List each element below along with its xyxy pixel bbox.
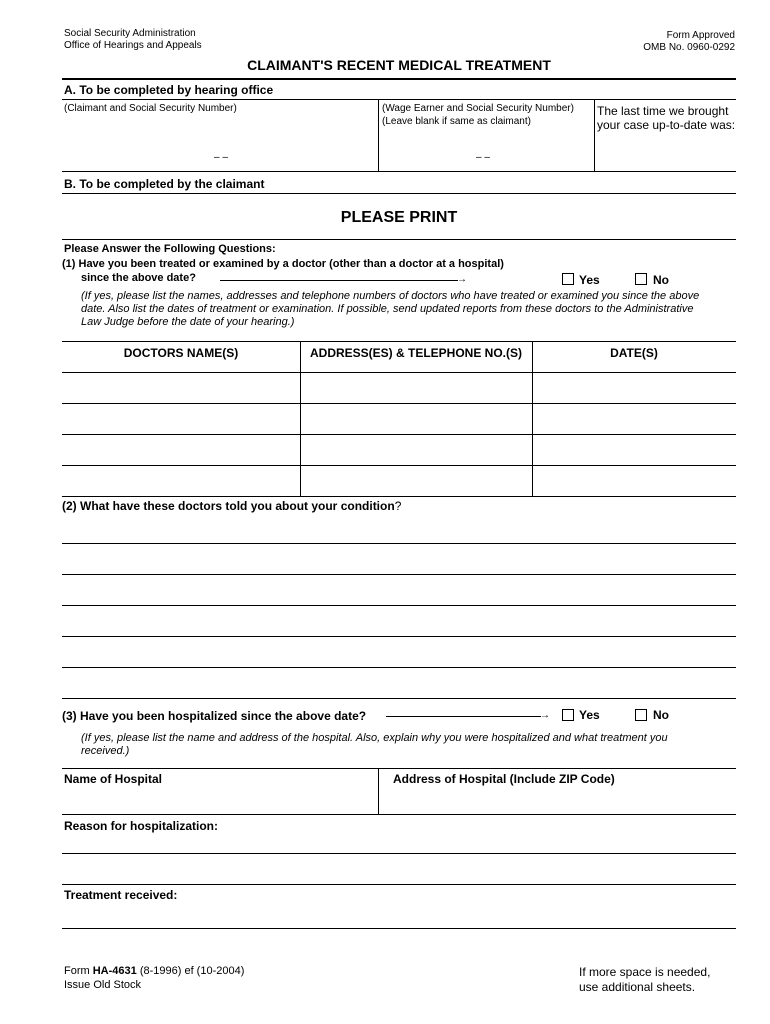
- table-row[interactable]: [62, 372, 736, 373]
- col-dates: DATE(S): [610, 346, 658, 360]
- q2-answer-line[interactable]: [62, 605, 736, 606]
- form-approved: Form Approved: [666, 30, 735, 41]
- more-space-note: If more space is needed,: [579, 965, 711, 979]
- reason-answer-line[interactable]: [62, 853, 736, 854]
- q3-no-label: No: [653, 708, 669, 722]
- section-b-rule: [62, 193, 736, 194]
- question-3: (3) Have you been hospitalized since the above date?: [62, 709, 367, 723]
- q1-note-line-1: (If yes, please list the names, addresses and telephone numbers of doctors who have treated or examined you since the above: [81, 290, 700, 302]
- hospital-box-bottom: [62, 814, 736, 815]
- agency-name: Social Security Administration: [64, 28, 196, 39]
- question-3-arrow: →: [540, 710, 550, 721]
- q1-note-line-3: Law Judge before the date of your hearing.): [81, 316, 295, 328]
- question-2: [62, 499, 401, 513]
- doctors-table-divider-1: [300, 341, 301, 496]
- q1-note-line-2: date. Also list the dates of treatment or examination. If possible, send updated reports from these doctors to the Administrative: [81, 303, 694, 315]
- q3-yes-checkbox[interactable]: [562, 709, 574, 721]
- form-prefix: Form: [64, 965, 93, 977]
- table-row[interactable]: [62, 403, 736, 404]
- hospital-box-divider: [378, 768, 379, 814]
- question-2-mark: ?: [394, 499, 402, 513]
- omb-number: OMB No. 0960-0292: [643, 42, 735, 53]
- please-print: PLEASE PRINT: [340, 209, 458, 226]
- q2-answer-line[interactable]: [62, 667, 736, 668]
- doctors-table-divider-2: [532, 341, 533, 496]
- section-a-divider-2: [594, 99, 595, 171]
- question-1: (1) Have you been treated or examined by a doctor (other than a doctor at a hospital): [62, 258, 504, 270]
- form-code: HA-4631: [92, 965, 137, 977]
- treatment-label: Treatment received:: [64, 888, 178, 902]
- q2-answer-line[interactable]: [62, 636, 736, 637]
- q1-yes-label: Yes: [579, 273, 600, 287]
- form-revision: (8-1996) ef (10-2004): [136, 965, 245, 977]
- q3-note-line-1: (If yes, please list the name and address of the hospital. Also, explain why you were hospitalized and what treatment you: [81, 732, 668, 744]
- section-b-heading: B. To be completed by the claimant: [64, 177, 265, 191]
- agency-office: Office of Hearings and Appeals: [64, 40, 202, 51]
- q2-answer-line[interactable]: [62, 698, 736, 699]
- reason-label: Reason for hospitalization:: [64, 819, 219, 833]
- wage-earner-ssn-dashes: – –: [476, 152, 490, 163]
- q3-yes-label: Yes: [579, 708, 600, 722]
- section-a-divider-1: [378, 99, 379, 171]
- hospital-name-label: Name of Hospital: [64, 772, 163, 786]
- q3-note-line-2: received.): [81, 745, 130, 757]
- question-2-text: (2) What have these doctors told you about your condition: [62, 499, 395, 513]
- page-title: CLAIMANT'S RECENT MEDICAL TREATMENT: [247, 57, 551, 73]
- section-a-top-rule: [62, 99, 736, 100]
- form-number: [64, 965, 244, 978]
- question-1-arrow: →: [457, 274, 467, 285]
- title-rule: [62, 78, 736, 80]
- claimant-label: (Claimant and Social Security Number): [64, 103, 237, 114]
- hospital-box-top: [62, 768, 736, 769]
- section-a-heading: A. To be completed by hearing office: [64, 83, 274, 97]
- col-doctors-name: DOCTORS NAME(S): [123, 346, 239, 360]
- doctors-table-top: [62, 341, 736, 342]
- last-update-label-2: your case up-to-date was:: [597, 118, 736, 132]
- claimant-ssn-dashes: – –: [214, 152, 228, 163]
- question-1-cont: since the above date?: [81, 272, 196, 284]
- please-print-rule: [62, 239, 736, 240]
- questions-intro: Please Answer the Following Questions:: [64, 243, 276, 255]
- treatment-answer-line[interactable]: [62, 928, 736, 929]
- q1-yes-checkbox[interactable]: [562, 273, 574, 285]
- doctors-table-bottom: [62, 496, 736, 497]
- q3-no-checkbox[interactable]: [635, 709, 647, 721]
- table-row[interactable]: [62, 465, 736, 466]
- q1-no-label: No: [653, 273, 669, 287]
- q1-no-checkbox[interactable]: [635, 273, 647, 285]
- table-row[interactable]: [62, 434, 736, 435]
- question-3-leader-line: [386, 716, 541, 717]
- reason-answer-line[interactable]: [62, 884, 736, 885]
- question-1-leader-line: [220, 280, 458, 281]
- wage-earner-label: (Wage Earner and Social Security Number): [382, 103, 574, 114]
- issue-old-stock: Issue Old Stock: [64, 979, 142, 991]
- q2-answer-line[interactable]: [62, 543, 736, 544]
- more-space-note-2: use additional sheets.: [579, 980, 696, 994]
- col-address-phone: ADDRESS(ES) & TELEPHONE NO.(S): [309, 346, 522, 360]
- q2-answer-line[interactable]: [62, 574, 736, 575]
- section-a-bottom-rule: [62, 171, 736, 172]
- wage-earner-note: (Leave blank if same as claimant): [382, 116, 531, 127]
- last-update-label: The last time we brought: [597, 104, 729, 118]
- hospital-address-label: Address of Hospital (Include ZIP Code): [393, 772, 615, 786]
